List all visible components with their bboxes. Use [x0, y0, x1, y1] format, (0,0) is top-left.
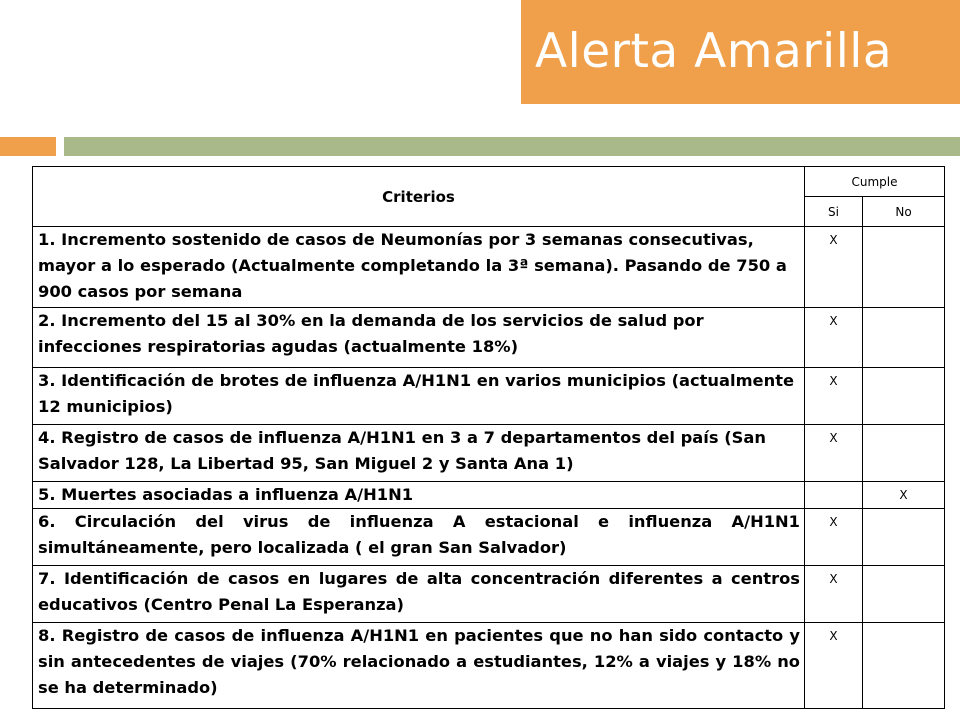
table-row: [33, 227, 945, 308]
criterion-1-si: X: [805, 227, 863, 308]
table-row: [33, 368, 945, 425]
slide-title: Alerta Amarilla: [535, 24, 893, 79]
criterion-4-no: [863, 425, 945, 482]
criterion-1-no: [863, 227, 945, 308]
criterion-7-text: 7. Identificación de casos en lugares de alta concentración diferentes a centros educativos (Centro Penal La Esperanza): [33, 566, 805, 623]
header-cumple: Cumple: [805, 167, 945, 197]
criterion-6-no: [863, 509, 945, 566]
table-header-row: [33, 167, 945, 197]
accent-bar-green: [64, 137, 960, 156]
criterion-1-text: 1. Incremento sostenido de casos de Neumonías por 3 semanas consecutivas, mayor a lo esperado (Actualmente completando la 3ª semana). Pasando de 750 a 900 casos por semana: [33, 227, 805, 308]
accent-bar-orange: [0, 137, 56, 156]
table-row: [33, 509, 945, 566]
table-row: [33, 623, 945, 709]
header-no: No: [863, 197, 945, 227]
table-row: [33, 308, 945, 368]
criterion-4-si: X: [805, 425, 863, 482]
criterion-7-si: X: [805, 566, 863, 623]
criterion-8-text: 8. Registro de casos de influenza A/H1N1 en pacientes que no han sido contacto y sin antecedentes de viajes (70% relacionado a estudiantes, 12% a viajes y 18% no se ha determinado): [33, 623, 805, 709]
header-si: Si: [805, 197, 863, 227]
criterion-5-si: [805, 482, 863, 509]
criteria-table: [32, 166, 945, 709]
criterion-3-text: 3. Identificación de brotes de influenza A/H1N1 en varios municipios (actualmente 12 municipios): [33, 368, 805, 425]
criterion-2-text: 2. Incremento del 15 al 30% en la demanda de los servicios de salud por infecciones respiratorias agudas (actualmente 18%): [33, 308, 805, 368]
table-row: [33, 482, 945, 509]
criterion-5-no: X: [863, 482, 945, 509]
criterion-4-text: 4. Registro de casos de influenza A/H1N1 en 3 a 7 departamentos del país (San Salvador 128, La Libertad 95, San Miguel 2 y Santa Ana 1): [33, 425, 805, 482]
table-row: [33, 425, 945, 482]
criterion-3-si: X: [805, 368, 863, 425]
criterion-6-text: 6. Circulación del virus de influenza A estacional e influenza A/H1N1 simultáneamente, pero localizada ( el gran San Salvador): [33, 509, 805, 566]
criterion-2-no: [863, 308, 945, 368]
criterion-8-no: [863, 623, 945, 709]
criterion-6-si: X: [805, 509, 863, 566]
criterion-2-si: X: [805, 308, 863, 368]
criterion-7-no: [863, 566, 945, 623]
table-row: [33, 566, 945, 623]
criterion-8-si: X: [805, 623, 863, 709]
criterion-5-text: 5. Muertes asociadas a influenza A/H1N1: [33, 482, 805, 509]
title-banner: [521, 0, 960, 104]
header-criterios: Criterios: [33, 167, 805, 227]
criterion-3-no: [863, 368, 945, 425]
